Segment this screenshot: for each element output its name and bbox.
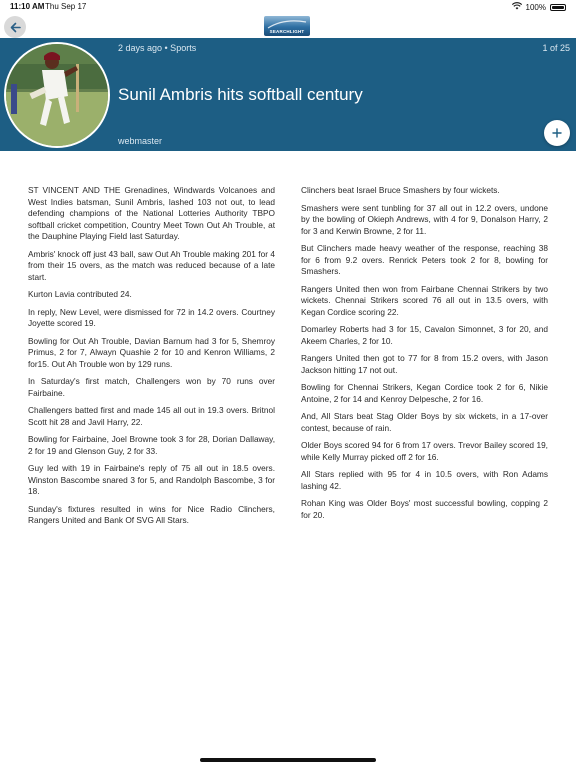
wifi-icon [512, 2, 522, 12]
article-author[interactable]: webmaster [118, 136, 163, 146]
top-bar [0, 14, 576, 38]
home-indicator[interactable] [200, 758, 376, 762]
article-title: Sunil Ambris hits softball century [118, 85, 363, 104]
status-date: Thu Sep 17 [45, 2, 87, 11]
plus-icon [552, 128, 562, 138]
article-paragraph: Rangers United then got to 77 for 8 from 15.2 overs, with Jason Jackson hitting 17 not out. [301, 353, 548, 375]
article-counter: 1 of 25 [542, 43, 570, 53]
article-body [28, 185, 548, 533]
article-paragraph: Bowling for Fairbaine, Joel Browne took 3 for 28, Dorian Dallaway, 2 for 19 and Glenson Guy, 2 for 33. [28, 434, 275, 456]
article-paragraph: ST VINCENT AND THE Grenadines, Windwards Volcanoes and West Indies batsman, Sunil Ambris, lashed 103 not out, to lead defending champions of the National Lotteries Authority TBPO softball cricket competition, Country Meet Town Out Ah Trouble, at the Dauphine Playing Field last Saturday. [28, 185, 275, 241]
article-paragraph: Bowling for Chennai Strikers, Kegan Cordice took 2 for 6, Nikie Antoine, 2 for 14 and Kenroy Delpesche, 2 for 16. [301, 382, 548, 404]
article-paragraph: Rangers United then won from Fairbane Chennai Strikers by two wickets. Chennai Strikers scored 76 all out in 13.5 overs, with Kegan Cordice scoring 22. [301, 283, 548, 317]
status-bar [0, 0, 576, 14]
back-arrow-icon [10, 22, 21, 33]
article-paragraph: Older Boys scored 94 for 6 from 17 overs. Trevor Bailey scored 19, while Kelly Murray picked off 2 for 16. [301, 440, 548, 462]
article-left-column [28, 185, 275, 533]
article-paragraph: Rohan King was Older Boys' most successful bowling, copping 2 for 20. [301, 498, 548, 520]
article-paragraph: Smashers were sent tunbling for 37 all out in 12.2 overs, undone by the bowling of Okieph Andrews, with 4 for 9, Donalson Harry, 2 for 3 and Kerwin Browne, 2 for 11. [301, 202, 548, 236]
battery-icon [550, 4, 566, 11]
app-logo[interactable] [264, 16, 310, 36]
article-paragraph: Sunday's fixtures resulted in wins for Nice Radio Clinchers, Rangers United and Bank Of SVG All Stars. [28, 503, 275, 525]
article-paragraph: Kurton Lavia contributed 24. [28, 289, 132, 299]
back-button[interactable] [4, 16, 26, 38]
article-paragraph: But Clinchers made heavy weather of the response, reaching 38 for 6 from 9.2 overs. Renrick Peters took 2 for 8, bowling for Smashers. [301, 243, 548, 276]
article-paragraph: Domarley Roberts had 3 for 15, Cavalon Simonnet, 3 for 20, and Akeem Charles, 2 for 10. [301, 324, 548, 346]
article-header [0, 38, 576, 151]
article-thumbnail [4, 42, 110, 148]
status-time: 11:10 AM [10, 2, 45, 11]
article-paragraph: Challengers batted first and made 145 all out in 19.3 overs. Britnol Scott hit 28 and Javil Harry, 22. [28, 405, 275, 427]
status-indicators [512, 2, 566, 12]
article-paragraph: Ambris' knock off just 43 ball, saw Out Ah Trouble making 201 for 4 from their 15 overs, as the match was reduced because of a late start. [28, 248, 275, 282]
battery-percent: 100% [525, 2, 546, 12]
article-right-column [301, 185, 548, 533]
article-meta: 2 days ago • Sports [118, 43, 197, 53]
article-paragraph: In Saturday's first match, Challengers won by 70 runs over Fairbaine. [28, 376, 275, 398]
article-paragraph: And, All Stars beat Stag Older Boys by six wickets, in a 17-over contest, because of rain. [301, 411, 548, 433]
article-paragraph: Bowling for Out Ah Trouble, Davian Barnum had 3 for 5, Shemroy Primus, 2 for 7, Alwayn Quashie 2 for 10 and Kenron Williams, 2 for15. Out Ah Trouble won by 129 runs. [28, 335, 275, 369]
logo-text: SEARCHLIGHT [269, 29, 305, 34]
article-paragraph: Guy led with 19 in Fairbaine's reply of 75 all out in 18.5 overs. Winston Bascombe snared 3 for 5, and Randolph Bascombe, 3 for 18. [28, 463, 275, 496]
article-paragraph: All Stars replied with 95 for 4 in 10.5 overs, with Ron Adams lashing 42. [301, 469, 548, 491]
add-button[interactable] [544, 120, 570, 146]
article-paragraph: Clinchers beat Israel Bruce Smashers by four wickets. [301, 185, 500, 195]
article-paragraph: In reply, New Level, were dismissed for 72 in 14.2 overs. Courtney Joyette scored 19. [28, 306, 275, 328]
